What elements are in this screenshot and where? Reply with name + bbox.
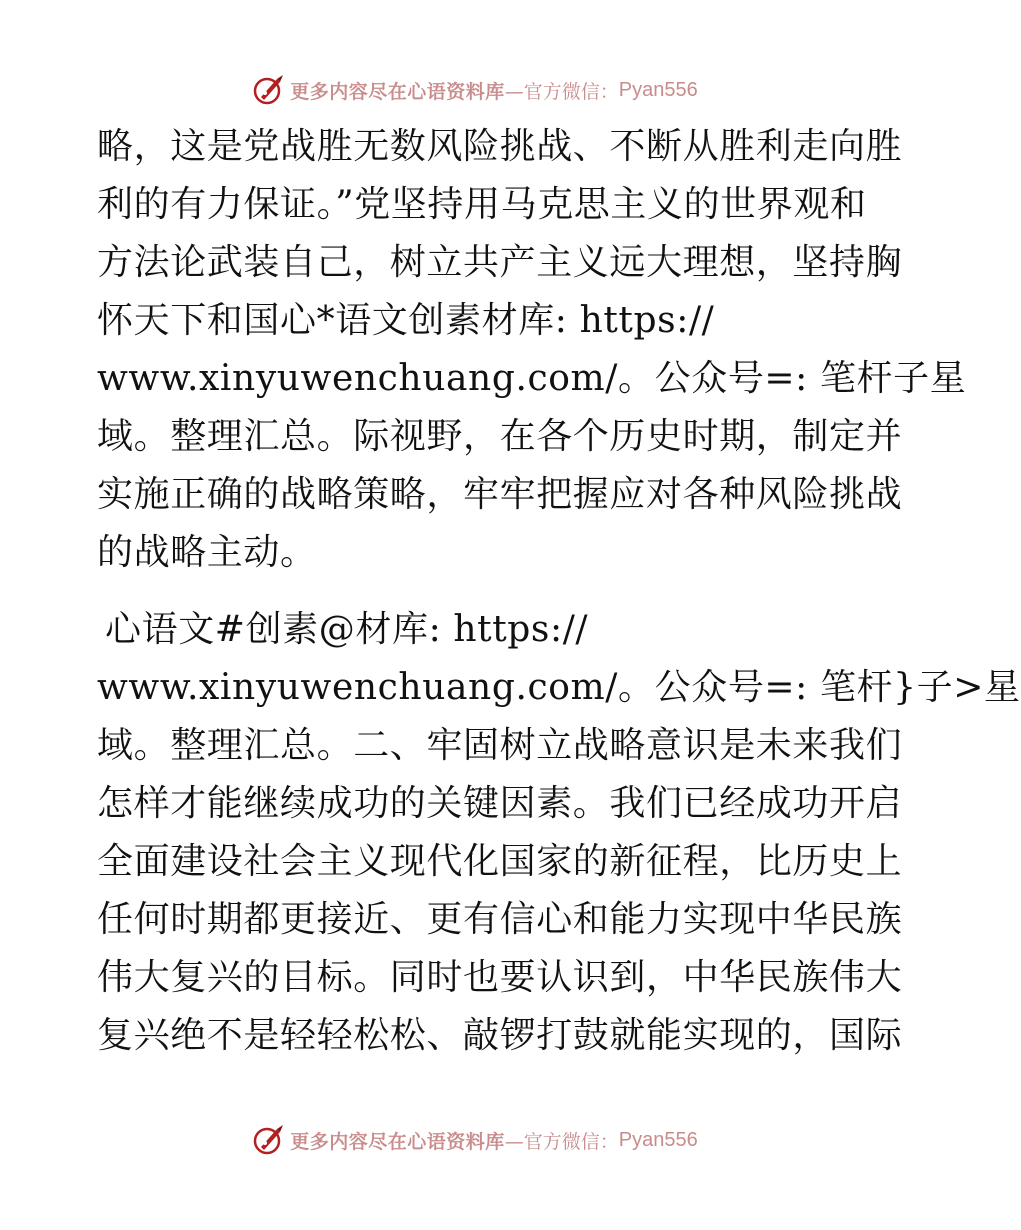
text-line: 复兴绝不是轻轻松松、敲锣打鼓就能实现的，国际 (97, 1015, 903, 1056)
footer-contact-id: Pyan556 (618, 1128, 698, 1151)
paragraph-1 (97, 118, 967, 582)
paragraph-gap (97, 582, 857, 601)
quill-logo-icon (252, 1123, 286, 1157)
text-line: 域。整理汇总。二、牢固树立战略意识是未来我们 (97, 725, 903, 766)
text-line: www.xinyuwenchuang.com/。公众号=: 笔杆}子>星 (97, 667, 1021, 708)
text-line: 任何时期都更接近、更有信心和能力实现中华民族 (97, 899, 903, 940)
text-line: 利的有力保证。”党坚持用马克思主义的世界观和 (97, 184, 867, 225)
quill-logo-icon (252, 73, 286, 107)
header-contact-label: —官方微信： (504, 80, 619, 103)
header-banner (0, 70, 950, 110)
document-body (97, 118, 1021, 1065)
paragraph-2 (97, 601, 1021, 1065)
text-line: 方法论武装自己，树立共产主义远大理想，坚持胸 (97, 242, 903, 283)
header-promo-text: 更多内容尽在心语资料库 (290, 80, 505, 103)
footer-banner (0, 1120, 950, 1160)
text-line: 怀天下和国心*语文创素材库: https:// (97, 300, 715, 341)
text-line: 心语文#创素@材库: https:// (105, 609, 589, 650)
text-line: 的战略主动。 (97, 532, 317, 573)
text-line: 怎样才能继续成功的关键因素。我们已经成功开启 (97, 783, 903, 824)
text-line: 全面建设社会主义现代化国家的新征程，比历史上 (97, 841, 903, 882)
text-line: 伟大复兴的目标。同时也要认识到，中华民族伟大 (97, 957, 903, 998)
footer-promo-text: 更多内容尽在心语资料库 (290, 1130, 505, 1153)
text-line: 实施正确的战略策略，牢牢把握应对各种风险挑战 (97, 474, 903, 515)
header-contact-id: Pyan556 (618, 78, 698, 101)
text-line: www.xinyuwenchuang.com/。公众号=: 笔杆子星 (97, 358, 967, 399)
text-line: 略，这是党战胜无数风险挑战、不断从胜利走向胜 (97, 126, 903, 167)
text-line: 域。整理汇总。际视野，在各个历史时期，制定并 (97, 416, 903, 457)
footer-contact-label: —官方微信： (504, 1130, 619, 1153)
